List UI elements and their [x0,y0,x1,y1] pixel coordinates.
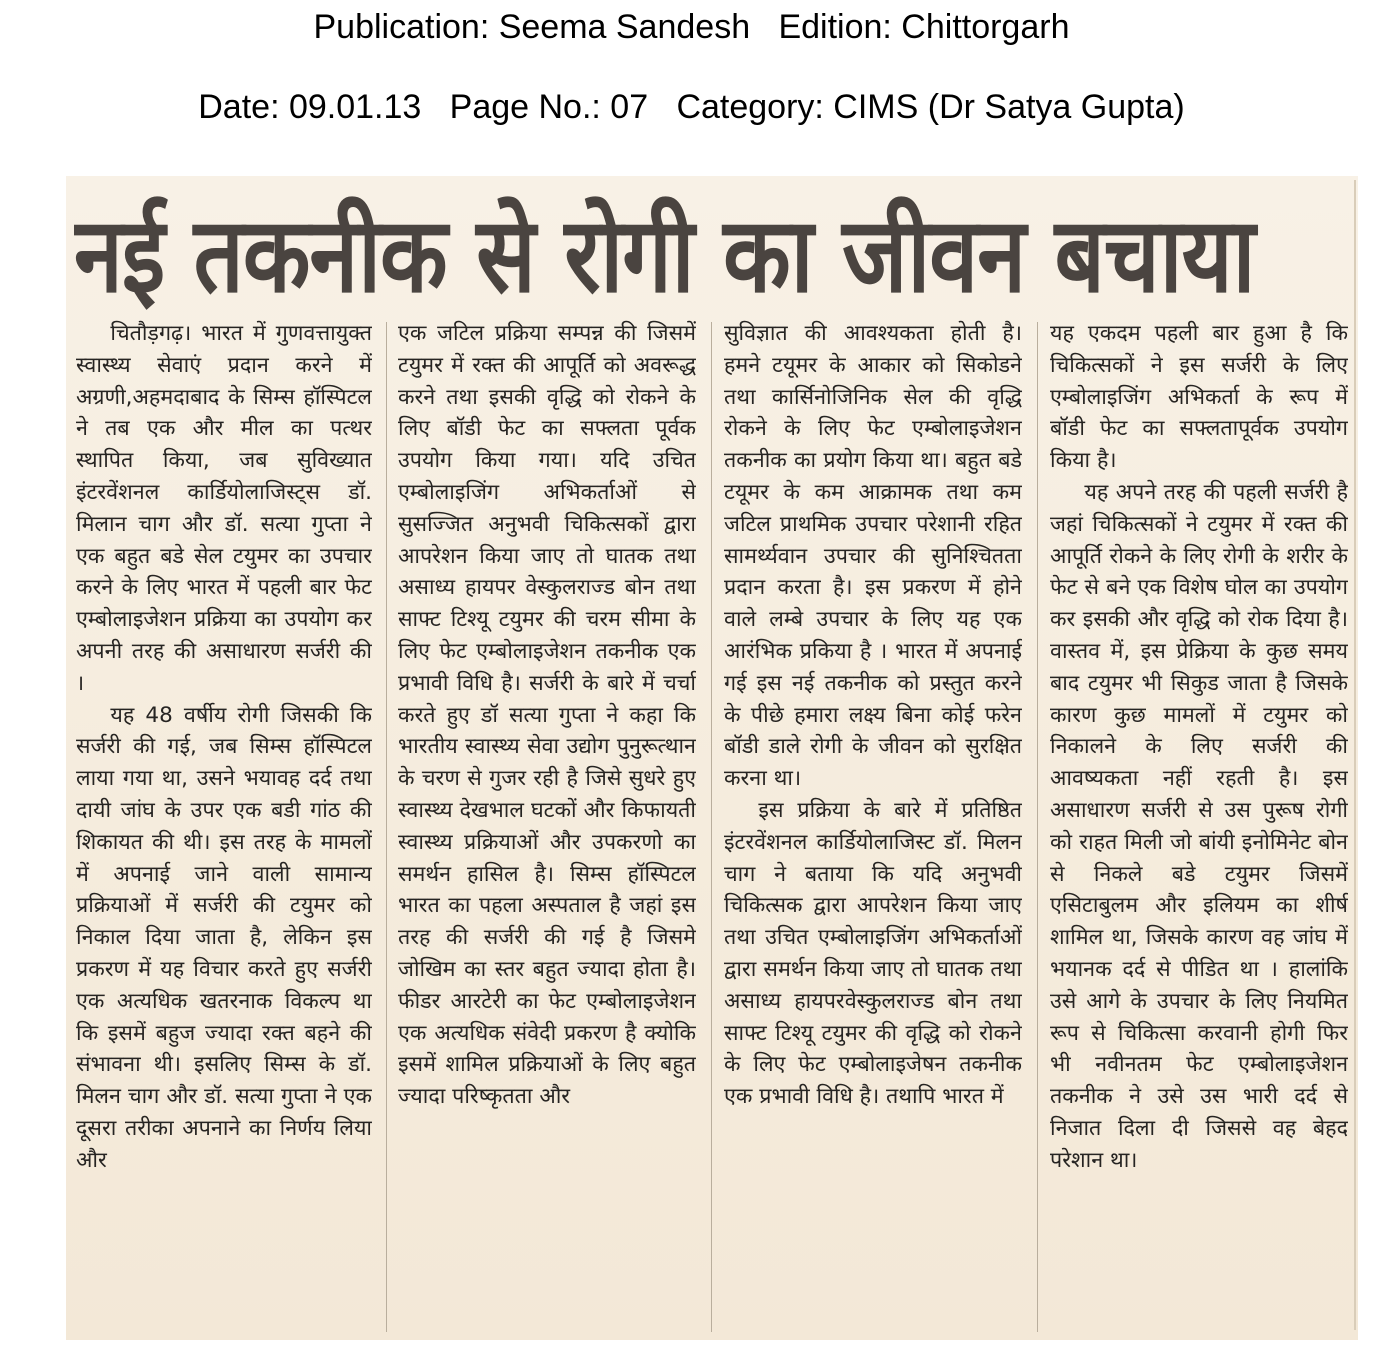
article-paragraph: इस प्रक्रिया के बारे में प्रतिष्ठित इंटरवेंशनल कार्डियोलाजिस्ट डॉ. मिलन चाग ने बताया कि यदि अनुभवी चिकित्सक द्वारा आपरेशन किया जाए तथा उचित एम्बोलाइजिंग अभिकर्ताओं द्वारा समर्थन किया जाए तो घातक तथा असाध्य हायपरवेस्कुलराज्ड बोन तथा साफ्ट टिश्यू टयुमर की वृद्धि को रोकने के लिए फेट एम्बोलाइजेषन तकनीक एक प्रभावी विधि है। तथापि भारत में [724,797,1022,1110]
column-divider [386,322,387,1332]
publication-edition-line: Publication: Seema Sandesh Edition: Chittorgarh [313,8,1070,46]
column-divider [1037,322,1038,1332]
article-paragraph: यह एकदम पहली बार हुआ है कि चिकित्सकों ने इस सर्जरी के लिए एम्बोलाइजिंग अभिकर्ता के रूप में बॉडी फेट का सफ्लतापूर्वक उपयोग किया है। [1050,321,1348,474]
article-paragraph: यह 48 वर्षीय रोगी जिसकी कि सर्जरी की गई, जब सिम्स हॉस्पिटल लाया गया था, उसने भयावह दर्द तथा दायी जांघ के उपर एक बडी गांठ की शिकायत की थी। इस तरह के मामलों में अपनाई जाने वाली सामान्य प्रक्रियाओं में सर्जरी की टयुमर को निकाल दिया जाता है, लेकिन इस प्रकरण में यह विचार करते हुए सर्जरी एक अत्यधिक खतरनाक विकल्प था कि इसमें बहुज ज्यादा रक्त बहने की संभावना थी। इसलिए सिम्स के डॉ. मिलन चाग और डॉ. सत्या गुप्ता ने एक दूसरा तरीका अपनाने का निर्णय लिया और [76,702,372,1173]
article-paragraph: सुविज्ञात की आवश्यकता होती है। हमने टयूमर के आकार को सिकोडने तथा कार्सिनोजिनिक सेल की वृद्धि रोकने के लिए फेट एम्बोलाइजेशन तकनीक का प्रयोग किया था। बहुत बडे टयूमर के कम आक्रामक तथा कम जटिल प्राथमिक उपचार परेशानी रहित सामर्थ्यवान उपचार की सुनिश्चितता प्रदान करता है। इस प्रकरण में होने वाले लम्बे उपचार के लिए यह एक आरंभिक प्रकिया है । भारत में अपनाई गई इस नई तकनीक को प्रस्तुत करने के पीछे हमारा लक्ष्य बिना कोई फरेन बॉडी डाले रोगी के जीवन को सुरक्षित करना था। [724,321,1022,792]
article-column-4 [1050,318,1348,1336]
clipping-edge [1354,180,1356,1330]
article-column-2 [398,318,696,1336]
article-column-3 [724,318,1022,1336]
article-headline: नई तकनीक से रोगी का जीवन बचाया [74,194,1255,316]
article-paragraph: चितौड़गढ़। भारत में गुणवत्तायुक्त स्वास्थ्य सेवाएं प्रदान करने में अग्रणी,अहमदाबाद के सिम्स हॉस्पिटल ने तब एक और मील का पत्थर स्थापित किया, जब सुविख्यात इंटरवेंशनल कार्डियोलाजिस्ट्स डॉ. मिलान चाग और डॉ. सत्या गुप्ता ने एक बहुत बडे सेल टयुमर का उपचार करने के लिए भारत में पहली बार फेट एम्बोलाइजेशन प्रक्रिया का उपयोग कर अपनी तरह की असाधारण सर्जरी की । [76,321,372,696]
article-paragraph: यह अपने तरह की पहली सर्जरी है जहां चिकित्सकों ने टयुमर में रक्त की आपूर्ति रोकने के लिए रोगी के शरीर के फेट से बने एक विशेष घोल का उपयोग कर इसकी और वृद्धि को रोक दिया है। वास्तव में, इस प्रेक्रिया के कुछ समय बाद टयुमर भी सिकुड जाता है जिसके कारण कुछ मामलों में टयुमर को निकालने के लिए सर्जरी की आवष्यकता नहीं रहती है। इस असाधारण सर्जरी से उस पुरूष रोगी को राहत मिली जो बांयी इनोमिनेट बोन से निकले बडे टयुमर जिसमें एसिटाबुलम और इलियम का शीर्ष शामिल था, जिसके कारण वह जांघ में भयानक दर्द से पीडित था । हालांकि उसे आगे के उपचार के लिए नियमित रूप से चिकित्सा करवानी होगी फिर भी नवीनतम फेट एम्बोलाइजेशन तकनीक ने उसे उस भारी दर्द से निजात दिला दी जिससे वह बेहद परेशान था। [1050,479,1348,1173]
article-paragraph: एक जटिल प्रक्रिया सम्पन्न की जिसमें टयुमर में रक्त की आपूर्ति को अवरूद्ध करने तथा इसकी वृद्धि को रोकने के लिए बॉडी फेट का सफ्लता पूर्वक उपयोग किया गया। यदि उचित एम्बोलाइजिंग अभिकर्ताओं से सुसज्जित अनुभवी चिकित्सकों द्वारा आपरेशन किया जाए तो घातक तथा असाध्य हायपर वेस्कुलराज्ड बोन तथा साफ्ट टिश्यू टयुमर की चरम सीमा के लिए फेट एम्बोलाइजेशन तकनीक एक प्रभावी विधि है। सर्जरी के बारे में चर्चा करते हुए डॉ सत्या गुप्ता ने कहा कि भारतीय स्वास्थ्य सेवा उद्योग पुनुरूत्थान के चरण से गुजर रही है जिसे सुधरे हुए स्वास्थ्य देखभाल घटकों और किफायती स्वास्थ्य प्रक्रियाओं और उपकरणो का समर्थन हासिल है। सिम्स हॉस्पिटल भारत का पहला अस्पताल है जहां इस तरह की सर्जरी की गई है जिसमे जोखिम का स्तर बहुत ज्यादा होता है। फीडर आरटेरी का फेट एम्बोलाइजेशन एक अत्यधिक संवेदी प्रकरण है क्योकि इसमें शामिल प्रक्रियाओं के लिए बहुत ज्यादा परिष्कृतता और [398,321,696,1110]
article-column-1 [76,318,372,1336]
column-divider [711,322,712,1332]
date-page-category-line: Date: 09.01.13 Page No.: 07 Category: CIMS (Dr Satya Gupta) [198,88,1185,126]
